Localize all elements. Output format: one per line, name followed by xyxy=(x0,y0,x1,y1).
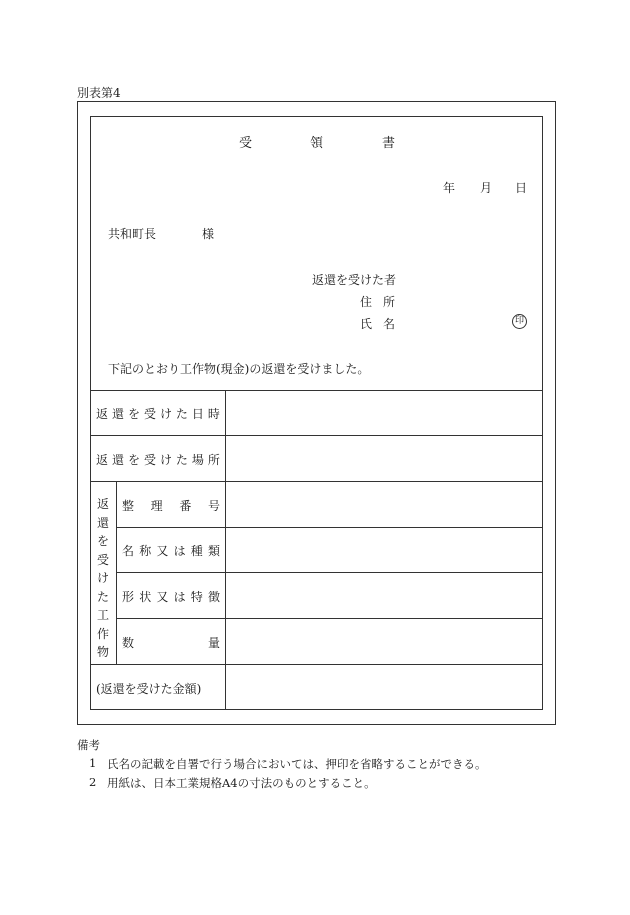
name-label-char: 氏 xyxy=(360,317,373,331)
label-char: は xyxy=(173,590,186,604)
title-char: 受 xyxy=(239,136,253,151)
table-rule xyxy=(90,481,543,482)
table-rule xyxy=(116,527,543,528)
label-char: 特 xyxy=(190,590,203,604)
label-char: け xyxy=(159,453,172,467)
label-char: 返 xyxy=(96,453,109,467)
recipient-heading: 返還を受けた者 xyxy=(312,273,397,287)
label-char: を xyxy=(96,534,109,548)
name-label-char: 名 xyxy=(383,317,396,331)
row-label-name-or-type xyxy=(122,542,220,559)
label-char: 還 xyxy=(111,407,124,421)
label-char: け xyxy=(96,571,109,585)
group-column-divider xyxy=(116,481,117,664)
label-char: 称 xyxy=(139,544,152,558)
label-char: 又 xyxy=(156,544,169,558)
label-char: け xyxy=(159,407,172,421)
row-label-return-place xyxy=(96,451,220,468)
note-number: 1 xyxy=(89,756,97,770)
label-char: 所 xyxy=(207,453,220,467)
row-label-amount: (返還を受けた金額) xyxy=(96,682,202,696)
addressee-honorific: 様 xyxy=(202,227,215,241)
row-label-shape-or-feature xyxy=(122,588,220,605)
table-rule xyxy=(116,572,543,573)
label-char: 返 xyxy=(96,497,109,511)
label-char: 形 xyxy=(122,590,135,604)
label-char: 日 xyxy=(191,407,204,421)
notes-heading: 備考 xyxy=(77,738,100,752)
addressee-name: 共和町長 xyxy=(108,227,157,241)
seal-mark: 印 xyxy=(512,314,527,329)
table-column-divider xyxy=(225,390,226,710)
form-title xyxy=(0,132,630,151)
label-char: 物 xyxy=(96,645,109,659)
note-number: 2 xyxy=(89,775,97,789)
label-char: 時 xyxy=(207,407,220,421)
address-label-char: 住 xyxy=(360,295,373,309)
title-char: 書 xyxy=(382,136,396,151)
label-char: 種 xyxy=(190,544,203,558)
label-char: 返 xyxy=(96,407,109,421)
label-char: 又 xyxy=(156,590,169,604)
label-char: た xyxy=(175,453,188,467)
label-char: 場 xyxy=(191,453,204,467)
row-label-return-datetime xyxy=(96,405,220,422)
label-char: 号 xyxy=(207,499,220,513)
label-char: 受 xyxy=(96,552,109,567)
label-char: 徴 xyxy=(207,590,220,604)
label-char: た xyxy=(175,407,188,421)
row-label-serial-number xyxy=(122,497,220,514)
row-label-quantity xyxy=(122,634,220,651)
title-char: 領 xyxy=(310,136,324,151)
label-char: 状 xyxy=(139,590,152,604)
label-char: 整 xyxy=(122,499,135,513)
date-day: 日 xyxy=(515,181,528,195)
label-char: 作 xyxy=(96,626,109,641)
label-char: を xyxy=(127,453,140,467)
group-label-returned-structure xyxy=(92,495,114,662)
statement-text: 下記のとおり工作物(現金)の返還を受けました。 xyxy=(108,362,370,376)
label-char: 類 xyxy=(207,544,220,558)
table-rule xyxy=(90,664,543,665)
label-char: 番 xyxy=(179,499,192,513)
table-rule xyxy=(116,618,543,619)
label-char: を xyxy=(127,407,140,421)
label-char: 工 xyxy=(96,608,109,622)
label-char: た xyxy=(96,589,109,604)
label-char: 還 xyxy=(111,453,124,467)
table-rule xyxy=(90,390,543,391)
label-char: 理 xyxy=(150,499,163,513)
label-char: 名 xyxy=(122,544,135,558)
note-text: 氏名の記載を自署で行う場合においては、押印を省略することができる。 xyxy=(107,757,487,771)
label-char: 受 xyxy=(143,407,156,421)
label-char: 量 xyxy=(207,636,220,650)
address-label-char: 所 xyxy=(383,295,396,309)
table-number-label: 別表第4 xyxy=(77,86,121,100)
date-month: 月 xyxy=(480,181,493,195)
note-text: 用紙は、日本工業規格A4の寸法のものとすること。 xyxy=(107,776,376,790)
label-char: 数 xyxy=(122,636,135,650)
date-year: 年 xyxy=(443,181,456,195)
label-char: 還 xyxy=(96,515,109,530)
label-char: は xyxy=(173,544,186,558)
label-char: 受 xyxy=(143,453,156,467)
table-rule xyxy=(90,435,543,436)
